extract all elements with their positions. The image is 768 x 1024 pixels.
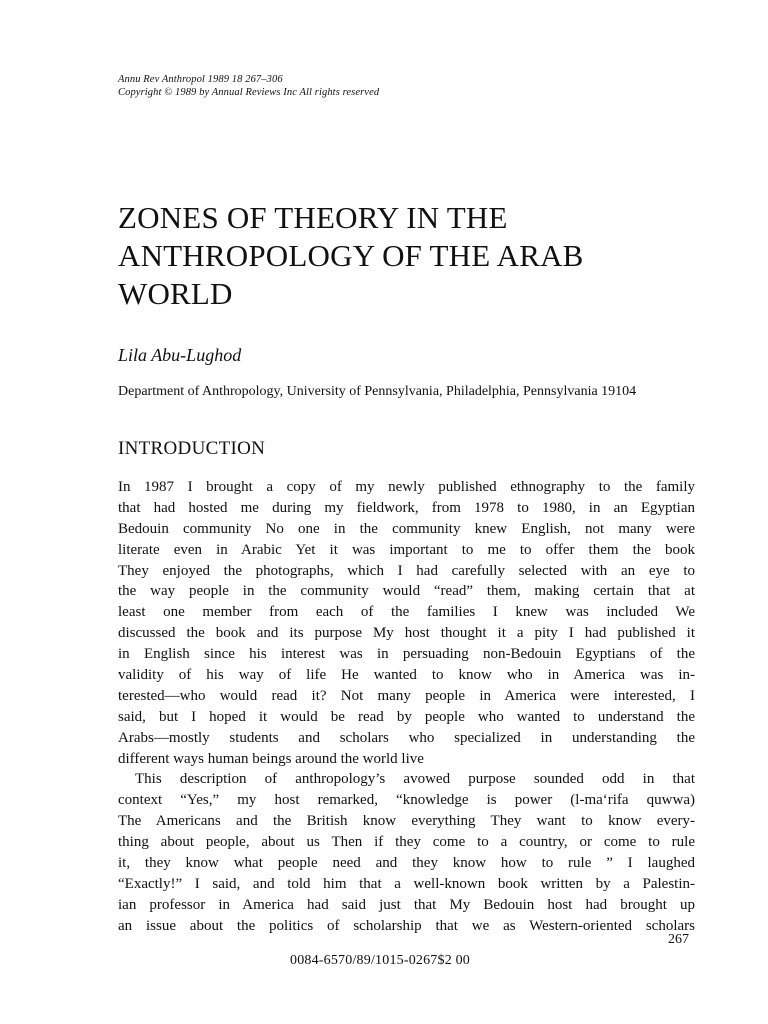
body-line: the way people in the community would “read” them, making certain that at bbox=[118, 583, 695, 600]
body-line: that had hosted me during my fieldwork, from 1978 to 1980, in an Egyptian bbox=[118, 499, 695, 516]
footer-code: 0084-6570/89/1015-0267$2 00 bbox=[290, 953, 471, 968]
body-line: in English since his interest was in persuading non-Bedouin Egyptians of the bbox=[118, 646, 695, 663]
article-title bbox=[118, 199, 678, 313]
body-line: Bedouin community No one in the community knew English, not many were bbox=[118, 520, 695, 537]
title-line: WORLD bbox=[118, 276, 233, 311]
body-line: context “Yes,” my host remarked, “knowledge is power (l-ma‘rifa quwwa) bbox=[118, 792, 695, 809]
body-line: terested—who would read it? Not many people in America were interested, I bbox=[118, 687, 695, 704]
body-line: This description of anthropology’s avowed purpose sounded odd in that bbox=[135, 771, 695, 788]
author-name: Lila Abu-Lughod bbox=[118, 345, 242, 365]
title-line: ANTHROPOLOGY OF THE ARAB bbox=[118, 238, 584, 273]
copyright-line: Copyright © 1989 by Annual Reviews Inc All rights reserved bbox=[118, 87, 380, 98]
body-line: said, but I hoped it would be read by people who wanted to understand the bbox=[118, 708, 695, 725]
body-line: They enjoyed the photographs, which I had carefully selected with an eye to bbox=[118, 562, 695, 579]
body-line: The Americans and the British know everything They want to know every- bbox=[118, 813, 695, 830]
body-line: discussed the book and its purpose My host thought it a pity I had published it bbox=[118, 625, 695, 642]
body-line: thing about people, about us Then if they come to a country, or come to rule bbox=[118, 834, 695, 851]
citation-line: Annu Rev Anthropol 1989 18 267–306 bbox=[118, 74, 283, 85]
body-line: different ways human beings around the world live bbox=[118, 750, 424, 767]
running-header bbox=[118, 73, 379, 99]
body-line: In 1987 I brought a copy of my newly published ethnography to the family bbox=[118, 479, 695, 495]
body-text bbox=[118, 477, 695, 937]
body-line: Arabs—mostly students and scholars who specialized in understanding the bbox=[118, 729, 695, 746]
author-affiliation: Department of Anthropology, University of Pennsylvania, Philadelphia, Pennsylvania 19104 bbox=[118, 384, 637, 399]
body-line: literate even in Arabic Yet it was important to me to offer them the book bbox=[118, 541, 695, 558]
section-heading: INTRODUCTION bbox=[118, 438, 266, 459]
body-line: an issue about the politics of scholarship that we as Western-oriented scholars bbox=[118, 917, 695, 934]
body-line: it, they know what people need and they know how to rule ” I laughed bbox=[118, 855, 695, 872]
page-number: 267 bbox=[668, 932, 689, 947]
title-line: ZONES OF THEORY IN THE bbox=[118, 200, 508, 235]
body-line: least one member from each of the families I knew was included We bbox=[118, 604, 695, 621]
body-line: ian professor in America had said just that My Bedouin host had brought up bbox=[118, 896, 695, 913]
body-line: “Exactly!” I said, and told him that a well-known book written by a Palestin- bbox=[118, 875, 695, 892]
body-line: validity of his way of life He wanted to know who in America was in- bbox=[118, 667, 695, 684]
